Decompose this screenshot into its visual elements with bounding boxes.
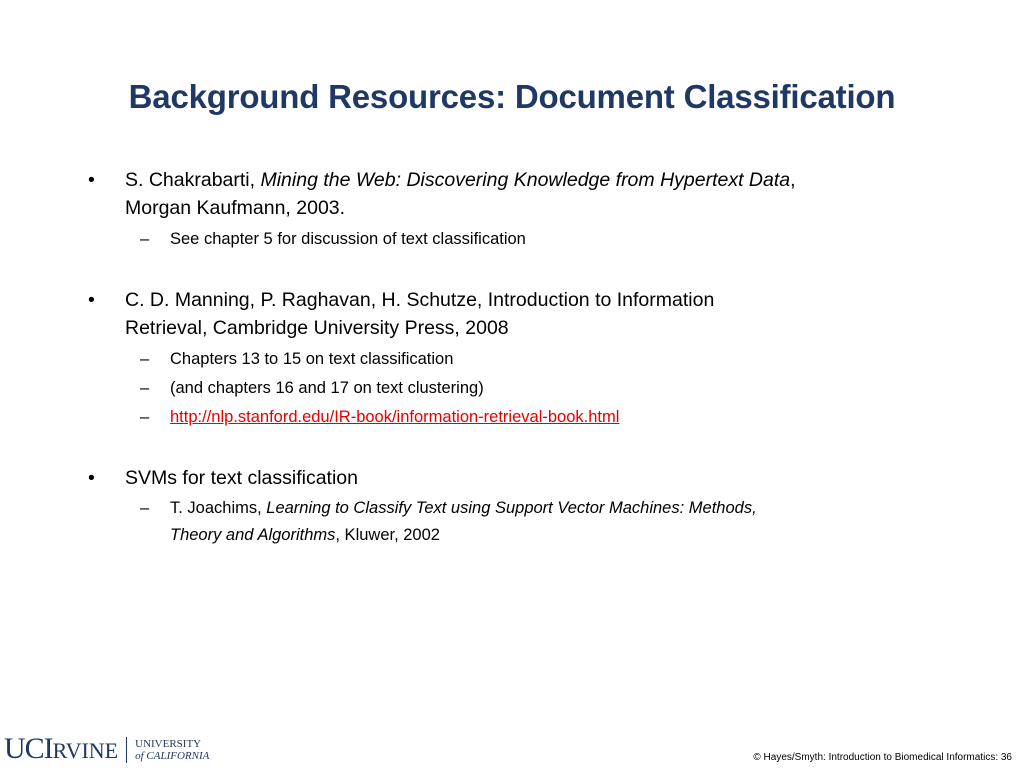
bullet-item-manning bbox=[88, 286, 968, 432]
logo-uci: UCI bbox=[4, 732, 53, 765]
book-title-line-2: Theory and Algorithms bbox=[170, 526, 336, 544]
sub-text: Chapters 13 to 15 on text classification bbox=[170, 350, 454, 368]
sub-item bbox=[88, 374, 968, 403]
sub-marker: – bbox=[140, 408, 150, 426]
publisher-text: Morgan Kaufmann, 2003. bbox=[125, 197, 346, 219]
ir-book-link[interactable]: http://nlp.stanford.edu/IR-book/information-retrieval-book.html bbox=[170, 408, 620, 426]
author-text: T. Joachims, bbox=[170, 499, 267, 517]
bullet-list bbox=[88, 166, 968, 549]
reference-line-1: C. D. Manning, P. Raghavan, H. Schutze, Introduction to Information bbox=[125, 289, 715, 311]
sub-text: See chapter 5 for discussion of text classification bbox=[170, 230, 526, 248]
sub-item bbox=[88, 345, 968, 374]
sub-marker: – bbox=[140, 350, 150, 368]
logo-university-text bbox=[135, 738, 209, 762]
bullet-text bbox=[88, 464, 968, 492]
book-title: Mining the Web: Discovering Knowledge from Hypertext Data bbox=[260, 169, 791, 191]
sub-marker: – bbox=[140, 230, 150, 248]
logo-university-line-2: of CALIFORNIA bbox=[135, 750, 210, 762]
punctuation: , bbox=[790, 169, 796, 191]
author-text: S. Chakrabarti, bbox=[125, 169, 261, 191]
reference-line-2: Retrieval, Cambridge University Press, 2008 bbox=[125, 317, 509, 339]
slide-title: Background Resources: Document Classification bbox=[128, 78, 896, 115]
sub-item bbox=[88, 495, 968, 549]
bullet-item-chakrabarti bbox=[88, 166, 968, 254]
sub-item bbox=[88, 403, 968, 432]
book-title-line-1: Learning to Classify Text using Support Vector Machines: Methods, bbox=[266, 499, 757, 517]
uc-irvine-logo bbox=[4, 734, 209, 766]
publisher-text: , Kluwer, 2002 bbox=[335, 526, 440, 544]
sub-text: (and chapters 16 and 17 on text clustering) bbox=[170, 379, 484, 397]
bullet-marker: • bbox=[88, 169, 95, 191]
sub-item bbox=[88, 225, 968, 254]
topic-text: SVMs for text classification bbox=[125, 467, 358, 489]
logo-divider bbox=[126, 737, 127, 763]
bullet-marker: • bbox=[88, 289, 95, 311]
footer-credit: © Hayes/Smyth: Introduction to Biomedical Informatics: 36 bbox=[753, 752, 1012, 763]
logo-university-line-1: UNIVERSITY bbox=[135, 738, 202, 750]
logo-wordmark bbox=[4, 734, 118, 766]
bullet-text bbox=[88, 286, 968, 342]
bullet-text bbox=[88, 166, 968, 222]
bullet-marker: • bbox=[88, 467, 95, 489]
sub-marker: – bbox=[140, 379, 150, 397]
sub-marker: – bbox=[140, 499, 150, 517]
logo-rvine: RVINE bbox=[52, 738, 119, 763]
bullet-item-svm bbox=[88, 464, 968, 549]
